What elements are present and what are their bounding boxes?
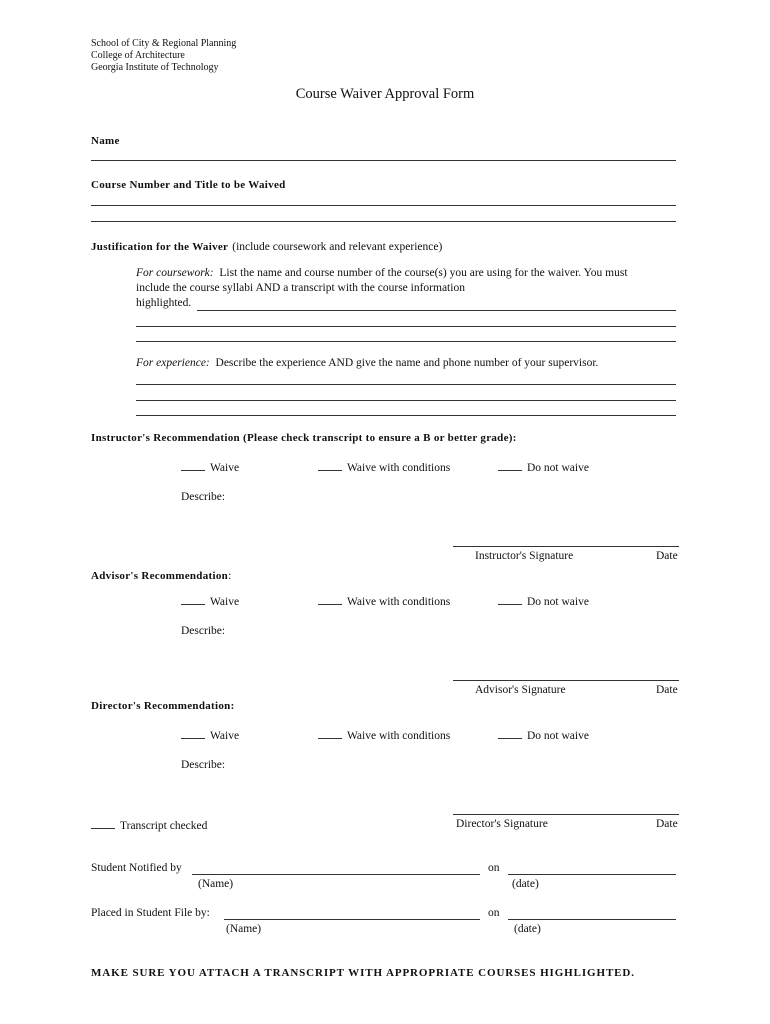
coursework-line-c[interactable] xyxy=(136,341,676,342)
option-label: Waive xyxy=(210,462,240,474)
checkbox-blank[interactable] xyxy=(318,728,342,739)
transcript-checked[interactable] xyxy=(91,818,207,832)
experience-line-b[interactable] xyxy=(136,400,676,401)
placed-in-file-date-line[interactable] xyxy=(508,919,676,920)
option-label: Waive with conditions xyxy=(347,596,451,608)
placed-in-file-on: on xyxy=(488,907,500,919)
checkbox-blank[interactable] xyxy=(498,460,522,471)
advisor-option-conditions[interactable] xyxy=(318,594,450,608)
coursework-line-b[interactable] xyxy=(136,326,676,327)
placed-in-file-date-caption: (date) xyxy=(514,923,541,935)
advisor-signature-line[interactable] xyxy=(453,680,679,681)
justification-note: (include coursework and relevant experience) xyxy=(232,241,443,253)
student-notified-name-caption: (Name) xyxy=(198,878,234,890)
experience-lead: For experience: xyxy=(136,357,210,369)
checkbox-blank[interactable] xyxy=(498,594,522,605)
instructor-option-waive[interactable] xyxy=(181,460,239,474)
advisor-signature-caption: Advisor's Signature xyxy=(475,684,566,696)
instructor-date-caption: Date xyxy=(656,550,678,562)
advisor-label: Advisor's Recommendation xyxy=(91,570,229,582)
checkbox-blank[interactable] xyxy=(498,728,522,739)
director-signature-line[interactable] xyxy=(453,814,679,815)
instructor-option-not[interactable] xyxy=(498,460,589,474)
option-label: Waive xyxy=(210,596,240,608)
experience-text: Describe the experience AND give the name and phone number of your supervisor. xyxy=(215,357,599,369)
advisor-heading xyxy=(91,566,231,584)
footer-instruction: MAKE SURE YOU ATTACH A TRANSCRIPT WITH APPROPRIATE COURSES HIGHLIGHTED. xyxy=(91,967,635,979)
institute-name: Georgia Institute of Technology xyxy=(91,62,219,73)
experience-line-c[interactable] xyxy=(136,415,676,416)
coursework-text-1: List the name and course number of the course(s) you are using for the waiver. You must xyxy=(219,267,628,279)
placed-in-file-name-line[interactable] xyxy=(224,919,480,920)
course-line-1[interactable] xyxy=(91,205,676,206)
director-signature-caption: Director's Signature xyxy=(456,818,548,830)
course-line-2[interactable] xyxy=(91,221,676,222)
experience-line xyxy=(136,357,598,369)
name-line[interactable] xyxy=(91,160,676,161)
director-option-conditions[interactable] xyxy=(318,728,450,742)
name-label: Name xyxy=(91,135,120,147)
school-name: School of City & Regional Planning xyxy=(91,38,237,49)
placed-in-file-name-caption: (Name) xyxy=(226,923,262,935)
checkbox-blank[interactable] xyxy=(181,728,205,739)
checkbox-blank[interactable] xyxy=(181,594,205,605)
instructor-signature-line[interactable] xyxy=(453,546,679,547)
experience-line-a[interactable] xyxy=(136,384,676,385)
checkbox-blank[interactable] xyxy=(91,818,115,829)
advisor-option-not[interactable] xyxy=(498,594,589,608)
director-option-waive[interactable] xyxy=(181,728,239,742)
course-label: Course Number and Title to be Waived xyxy=(91,179,286,191)
option-label: Waive xyxy=(210,730,240,742)
coursework-line-a[interactable] xyxy=(197,310,676,311)
advisor-describe: Describe: xyxy=(181,625,226,637)
instructor-label: Instructor's Recommendation (Please check transcript to ensure a B or better grade): xyxy=(91,432,517,444)
checkbox-blank[interactable] xyxy=(318,460,342,471)
instructor-describe: Describe: xyxy=(181,491,226,503)
director-option-not[interactable] xyxy=(498,728,589,742)
placed-in-file-label: Placed in Student File by: xyxy=(91,907,210,919)
director-describe: Describe: xyxy=(181,759,226,771)
student-notified-on: on xyxy=(488,862,500,874)
coursework-line-1 xyxy=(136,267,628,279)
college-name: College of Architecture xyxy=(91,50,185,61)
form-title: Course Waiver Approval Form xyxy=(295,86,475,102)
checkbox-blank[interactable] xyxy=(181,460,205,471)
director-label: Director's Recommendation: xyxy=(91,700,235,712)
transcript-checked-label: Transcript checked xyxy=(120,820,208,832)
advisor-option-waive[interactable] xyxy=(181,594,239,608)
justification-label: Justification for the Waiver xyxy=(91,241,229,253)
coursework-text-3: highlighted. xyxy=(136,297,192,309)
instructor-signature-caption: Instructor's Signature xyxy=(475,550,574,562)
option-label: Do not waive xyxy=(527,462,589,474)
checkbox-blank[interactable] xyxy=(318,594,342,605)
instructor-option-conditions[interactable] xyxy=(318,460,450,474)
student-notified-date-line[interactable] xyxy=(508,874,676,875)
coursework-lead: For coursework: xyxy=(136,267,214,279)
advisor-colon: : xyxy=(228,570,232,582)
student-notified-name-line[interactable] xyxy=(192,874,480,875)
option-label: Do not waive xyxy=(527,596,589,608)
option-label: Waive with conditions xyxy=(347,462,451,474)
option-label: Waive with conditions xyxy=(347,730,451,742)
justification-heading xyxy=(91,237,442,255)
student-notified-date-caption: (date) xyxy=(512,878,539,890)
advisor-date-caption: Date xyxy=(656,684,678,696)
coursework-text-2: include the course syllabi AND a transcript with the course information xyxy=(136,282,465,294)
option-label: Do not waive xyxy=(527,730,589,742)
director-date-caption: Date xyxy=(656,818,678,830)
student-notified-label: Student Notified by xyxy=(91,862,182,874)
